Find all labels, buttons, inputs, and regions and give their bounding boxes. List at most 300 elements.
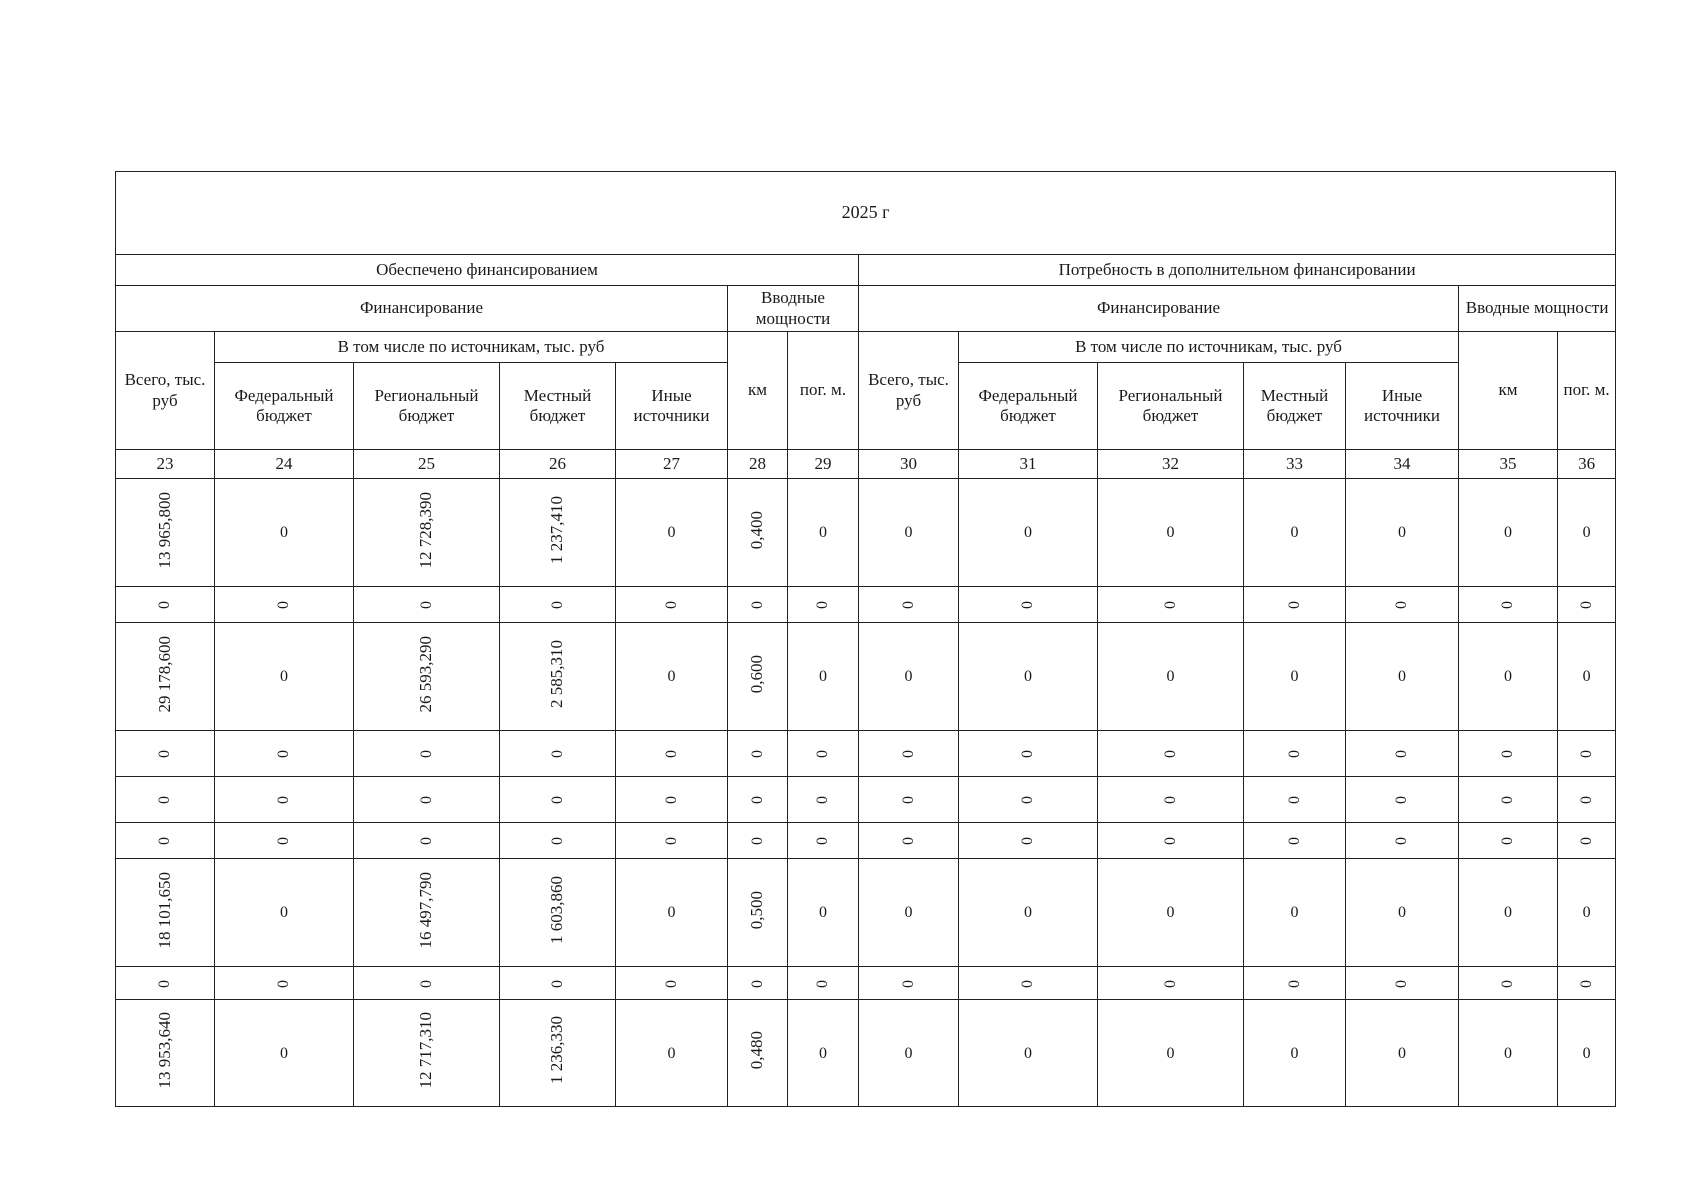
table-cell — [1098, 1000, 1244, 1107]
cell-value: 0 — [417, 979, 435, 988]
table-cell — [616, 823, 728, 859]
sources-row — [116, 332, 1616, 363]
table-cell — [1346, 623, 1459, 731]
capacity-label-needed: Вводные мощности — [1459, 286, 1616, 332]
table-cell — [215, 479, 354, 587]
column-number: 31 — [959, 450, 1098, 479]
table-cell — [500, 967, 616, 1000]
cell-value: 0 — [548, 837, 566, 846]
cell-value: 0 — [280, 1044, 288, 1062]
cell-value: 0 — [904, 1044, 913, 1062]
table-cell — [788, 1000, 859, 1107]
group-row — [116, 255, 1616, 286]
cell-value: 0 — [1577, 601, 1595, 610]
col-total-secured: Всего, тыс. руб — [116, 332, 215, 450]
cell-value: 0 — [814, 750, 832, 759]
col-regional-secured: Региональный бюджет — [354, 363, 500, 450]
table-cell — [215, 1000, 354, 1107]
table-cell — [1459, 1000, 1558, 1107]
table-cell — [1558, 823, 1616, 859]
table-cell — [788, 587, 859, 623]
cell-value: 0 — [667, 1044, 676, 1062]
cell-value: 0 — [1290, 668, 1299, 686]
cell-value: 1 236,330 — [547, 1016, 567, 1085]
cell-value: 0 — [1582, 668, 1591, 686]
table-cell — [788, 823, 859, 859]
cell-value: 0 — [1161, 837, 1179, 846]
year-row — [116, 172, 1616, 255]
cell-value: 0 — [417, 601, 435, 610]
col-other-needed: Иные источники — [1346, 363, 1459, 450]
cell-value: 0 — [1166, 524, 1175, 542]
cell-value: 0 — [1393, 979, 1411, 988]
cell-value: 0 — [748, 601, 766, 610]
table-cell — [1098, 623, 1244, 731]
column-number: 32 — [1098, 450, 1244, 479]
cell-value: 0 — [1582, 1044, 1591, 1062]
cell-value: 0 — [1285, 601, 1303, 610]
cell-value: 0,600 — [747, 654, 767, 693]
cell-value: 0 — [548, 796, 566, 805]
table-cell — [728, 623, 788, 731]
table-cell — [1459, 967, 1558, 1000]
table-cell — [959, 587, 1098, 623]
table-cell — [959, 731, 1098, 777]
col-pog-needed: пог. м. — [1558, 332, 1616, 450]
table-cell — [1459, 859, 1558, 967]
table-cell — [1244, 1000, 1346, 1107]
table-cell — [354, 731, 500, 777]
table-cell — [728, 859, 788, 967]
cell-value: 0 — [1504, 1044, 1512, 1062]
year-title: 2025 г — [116, 172, 1616, 255]
column-number: 25 — [354, 450, 500, 479]
table-cell — [215, 967, 354, 1000]
cell-value: 0 — [1577, 837, 1595, 846]
column-number: 36 — [1558, 450, 1616, 479]
cell-value: 0 — [748, 979, 766, 988]
table-cell — [116, 731, 215, 777]
table-cell — [859, 623, 959, 731]
cell-value: 0 — [899, 837, 917, 846]
table-cell — [859, 859, 959, 967]
cell-value: 1 603,860 — [547, 875, 567, 944]
cell-value: 0 — [417, 750, 435, 759]
cell-value: 0 — [667, 904, 676, 922]
table-row — [116, 1000, 1616, 1107]
table-cell — [500, 479, 616, 587]
table-cell — [500, 587, 616, 623]
table-cell — [788, 859, 859, 967]
table-cell — [116, 1000, 215, 1107]
cell-value: 0 — [1019, 796, 1037, 805]
table-cell — [728, 1000, 788, 1107]
table-cell — [859, 967, 959, 1000]
table-cell — [354, 967, 500, 1000]
cell-value: 0 — [1161, 796, 1179, 805]
table-cell — [116, 967, 215, 1000]
table-row — [116, 731, 1616, 777]
cell-value: 0,480 — [747, 1031, 767, 1070]
cell-value: 0 — [1577, 979, 1595, 988]
cell-value: 0 — [819, 668, 827, 686]
table-cell — [1098, 967, 1244, 1000]
table-cell — [1244, 823, 1346, 859]
table-cell — [959, 777, 1098, 823]
column-numbers-row — [116, 450, 1616, 479]
cell-value: 0 — [1499, 601, 1517, 610]
cell-value: 1 237,410 — [547, 495, 567, 564]
cell-value: 0 — [1393, 750, 1411, 759]
table-cell — [215, 731, 354, 777]
table-cell — [1558, 479, 1616, 587]
cell-value: 0 — [1577, 796, 1595, 805]
col-local-secured: Местный бюджет — [500, 363, 616, 450]
cell-value: 0 — [548, 750, 566, 759]
table-cell — [959, 859, 1098, 967]
table-cell — [1244, 967, 1346, 1000]
table-cell — [1346, 777, 1459, 823]
cell-value: 0 — [156, 979, 174, 988]
table-cell — [728, 967, 788, 1000]
table-cell — [1098, 859, 1244, 967]
table-cell — [1459, 823, 1558, 859]
table-row — [116, 823, 1616, 859]
cell-value: 0 — [156, 796, 174, 805]
table-cell — [959, 1000, 1098, 1107]
table-cell — [1244, 859, 1346, 967]
cell-value: 0 — [1024, 668, 1032, 686]
cell-value: 16 497,790 — [416, 871, 436, 949]
cell-value: 0 — [1285, 750, 1303, 759]
cell-value: 0 — [662, 979, 680, 988]
cell-value: 0 — [1582, 904, 1591, 922]
table-cell — [500, 823, 616, 859]
cell-value: 0 — [1582, 524, 1591, 542]
cell-value: 0 — [280, 668, 288, 686]
table-cell — [616, 623, 728, 731]
table-cell — [859, 479, 959, 587]
table-cell — [859, 587, 959, 623]
cell-value: 0 — [275, 979, 293, 988]
table-cell — [1459, 623, 1558, 731]
table-cell — [354, 587, 500, 623]
table-cell — [1459, 479, 1558, 587]
column-number: 33 — [1244, 450, 1346, 479]
table-cell — [354, 823, 500, 859]
table-cell — [1346, 479, 1459, 587]
cell-value: 0 — [819, 524, 827, 542]
table-cell — [354, 1000, 500, 1107]
group-secured: Обеспечено финансированием — [116, 255, 859, 286]
cell-value: 0 — [280, 904, 288, 922]
table-cell — [1244, 479, 1346, 587]
table-cell — [215, 859, 354, 967]
col-pog-secured: пог. м. — [788, 332, 859, 450]
cell-value: 0 — [280, 524, 288, 542]
cell-value: 0 — [275, 601, 293, 610]
table-cell — [1346, 967, 1459, 1000]
cell-value: 0 — [1019, 601, 1037, 610]
cell-value: 0 — [1499, 979, 1517, 988]
cell-value: 0 — [904, 668, 913, 686]
col-other-secured: Иные источники — [616, 363, 728, 450]
cell-value: 0 — [819, 1044, 827, 1062]
cell-value: 0 — [904, 524, 913, 542]
table-cell — [616, 777, 728, 823]
table-cell — [788, 623, 859, 731]
table-cell — [728, 823, 788, 859]
table-cell — [215, 823, 354, 859]
table-cell — [959, 823, 1098, 859]
table-cell — [500, 623, 616, 731]
cell-value: 0 — [1285, 837, 1303, 846]
table-cell — [616, 731, 728, 777]
table-cell — [959, 623, 1098, 731]
cell-value: 0 — [904, 904, 913, 922]
cell-value: 0 — [275, 837, 293, 846]
column-number: 35 — [1459, 450, 1558, 479]
table-cell — [1098, 731, 1244, 777]
table-cell — [116, 623, 215, 731]
cell-value: 0 — [1024, 1044, 1032, 1062]
table-cell — [500, 859, 616, 967]
table-cell — [788, 777, 859, 823]
table-cell — [215, 623, 354, 731]
col-km-secured: км — [728, 332, 788, 450]
cell-value: 0 — [814, 979, 832, 988]
cell-value: 18 101,650 — [154, 871, 174, 949]
cell-value: 0 — [662, 837, 680, 846]
cell-value: 0 — [156, 601, 174, 610]
table-cell — [1346, 587, 1459, 623]
cell-value: 0 — [899, 601, 917, 610]
table-cell — [728, 479, 788, 587]
cell-value: 0 — [1161, 750, 1179, 759]
table-cell — [1459, 731, 1558, 777]
column-number: 27 — [616, 450, 728, 479]
table-cell — [1098, 823, 1244, 859]
subgroup-row — [116, 286, 1616, 332]
cell-value: 0 — [1393, 601, 1411, 610]
cell-value: 0 — [1285, 979, 1303, 988]
col-regional-needed: Региональный бюджет — [1098, 363, 1244, 450]
cell-value: 0 — [156, 837, 174, 846]
table-cell — [859, 823, 959, 859]
table-cell — [500, 1000, 616, 1107]
table-cell — [959, 967, 1098, 1000]
table-cell — [116, 823, 215, 859]
cell-value: 0 — [1024, 904, 1032, 922]
cell-value: 0 — [548, 601, 566, 610]
cell-value: 0 — [275, 796, 293, 805]
table-cell — [1098, 587, 1244, 623]
cell-value: 0 — [1019, 750, 1037, 759]
cell-value: 0 — [819, 904, 827, 922]
cell-value: 0 — [548, 979, 566, 988]
table-cell — [616, 587, 728, 623]
table-cell — [354, 777, 500, 823]
table-cell — [1098, 777, 1244, 823]
table-row — [116, 859, 1616, 967]
cell-value: 0 — [814, 837, 832, 846]
group-needed: Потребность в дополнительном финансировании — [859, 255, 1616, 286]
table-cell — [116, 587, 215, 623]
cell-value: 0 — [1499, 796, 1517, 805]
financing-label-secured: Финансирование — [116, 286, 728, 332]
cell-value: 0,500 — [747, 890, 767, 929]
cell-value: 0 — [417, 837, 435, 846]
table-cell — [1558, 623, 1616, 731]
col-total-needed: Всего, тыс. руб — [859, 332, 959, 450]
cell-value: 0 — [748, 750, 766, 759]
cell-value: 0 — [1398, 668, 1406, 686]
table-cell — [500, 731, 616, 777]
cell-value: 0 — [1504, 904, 1512, 922]
cell-value: 0 — [1019, 837, 1037, 846]
cell-value: 0 — [1166, 668, 1175, 686]
cell-value: 0 — [814, 796, 832, 805]
cell-value: 13 953,640 — [154, 1012, 174, 1089]
cell-value: 0 — [1577, 750, 1595, 759]
cell-value: 0 — [1166, 1044, 1175, 1062]
column-number: 30 — [859, 450, 959, 479]
table-cell — [1098, 479, 1244, 587]
cell-value: 0 — [1393, 837, 1411, 846]
cell-value: 29 178,600 — [154, 635, 174, 713]
cell-value: 0 — [417, 796, 435, 805]
col-local-needed: Местный бюджет — [1244, 363, 1346, 450]
cell-value: 0 — [1499, 750, 1517, 759]
table-cell — [788, 479, 859, 587]
table-cell — [728, 777, 788, 823]
column-number: 23 — [116, 450, 215, 479]
table-row — [116, 967, 1616, 1000]
table-cell — [1244, 777, 1346, 823]
financing-label-needed: Финансирование — [859, 286, 1459, 332]
column-number: 29 — [788, 450, 859, 479]
cell-value: 0 — [1398, 1044, 1406, 1062]
table-row — [116, 479, 1616, 587]
cell-value: 0 — [667, 524, 676, 542]
cell-value: 0 — [1290, 904, 1299, 922]
table-cell — [788, 967, 859, 1000]
by-sources-secured: В том числе по источникам, тыс. руб — [215, 332, 728, 363]
cell-value: 2 585,310 — [547, 639, 567, 708]
cell-value: 26 593,290 — [416, 635, 436, 713]
cell-value: 0 — [899, 796, 917, 805]
col-federal-needed: Федеральный бюджет — [959, 363, 1098, 450]
cell-value: 0 — [1499, 837, 1517, 846]
table-cell — [1459, 587, 1558, 623]
table-cell — [616, 859, 728, 967]
col-federal-secured: Федеральный бюджет — [215, 363, 354, 450]
cell-value: 0 — [1393, 796, 1411, 805]
table-cell — [616, 1000, 728, 1107]
cell-value: 0 — [748, 796, 766, 805]
cell-value: 0 — [662, 601, 680, 610]
table-cell — [728, 587, 788, 623]
table-cell — [1558, 859, 1616, 967]
column-number: 24 — [215, 450, 354, 479]
financing-table — [115, 171, 1616, 1107]
table-cell — [728, 731, 788, 777]
cell-value: 0 — [1161, 601, 1179, 610]
table-cell — [788, 731, 859, 777]
cell-value: 0 — [156, 750, 174, 759]
cell-value: 12 717,310 — [416, 1012, 436, 1089]
table-cell — [1244, 587, 1346, 623]
table-cell — [1558, 1000, 1616, 1107]
cell-value: 0 — [1161, 979, 1179, 988]
cell-value: 0 — [1398, 524, 1406, 542]
table-cell — [1244, 731, 1346, 777]
table-cell — [616, 967, 728, 1000]
table-cell — [215, 587, 354, 623]
table-cell — [1346, 823, 1459, 859]
table-cell — [859, 731, 959, 777]
cell-value: 0 — [667, 668, 676, 686]
table-cell — [1558, 731, 1616, 777]
cell-value: 0 — [1024, 524, 1032, 542]
table-cell — [500, 777, 616, 823]
table-cell — [1346, 731, 1459, 777]
table-cell — [859, 1000, 959, 1107]
table-cell — [1346, 1000, 1459, 1107]
by-sources-needed: В том числе по источникам, тыс. руб — [959, 332, 1459, 363]
capacity-label-secured: Вводные мощности — [728, 286, 859, 332]
cell-value: 0,400 — [747, 510, 767, 549]
table-cell — [1558, 777, 1616, 823]
cell-value: 0 — [1290, 524, 1299, 542]
table-cell — [215, 777, 354, 823]
table-cell — [859, 777, 959, 823]
table-cell — [116, 479, 215, 587]
column-number: 34 — [1346, 450, 1459, 479]
cell-value: 0 — [899, 979, 917, 988]
table-cell — [354, 479, 500, 587]
table-cell — [354, 623, 500, 731]
cell-value: 0 — [748, 837, 766, 846]
column-number: 26 — [500, 450, 616, 479]
cell-value: 12 728,390 — [416, 491, 436, 569]
table-cell — [116, 859, 215, 967]
cell-value: 0 — [662, 796, 680, 805]
cell-value: 0 — [1285, 796, 1303, 805]
table-cell — [1244, 623, 1346, 731]
table-row — [116, 587, 1616, 623]
cell-value: 13 965,800 — [154, 491, 174, 569]
table-row — [116, 623, 1616, 731]
table-cell — [1558, 587, 1616, 623]
cell-value: 0 — [899, 750, 917, 759]
col-km-needed: км — [1459, 332, 1558, 450]
table-cell — [959, 479, 1098, 587]
cell-value: 0 — [275, 750, 293, 759]
table-cell — [354, 859, 500, 967]
column-number: 28 — [728, 450, 788, 479]
table-cell — [1346, 859, 1459, 967]
cell-value: 0 — [1504, 524, 1512, 542]
table-cell — [116, 777, 215, 823]
cell-value: 0 — [1166, 904, 1175, 922]
cell-value: 0 — [814, 601, 832, 610]
cell-value: 0 — [662, 750, 680, 759]
table-cell — [1558, 967, 1616, 1000]
cell-value: 0 — [1290, 1044, 1299, 1062]
cell-value: 0 — [1019, 979, 1037, 988]
table-cell — [616, 479, 728, 587]
